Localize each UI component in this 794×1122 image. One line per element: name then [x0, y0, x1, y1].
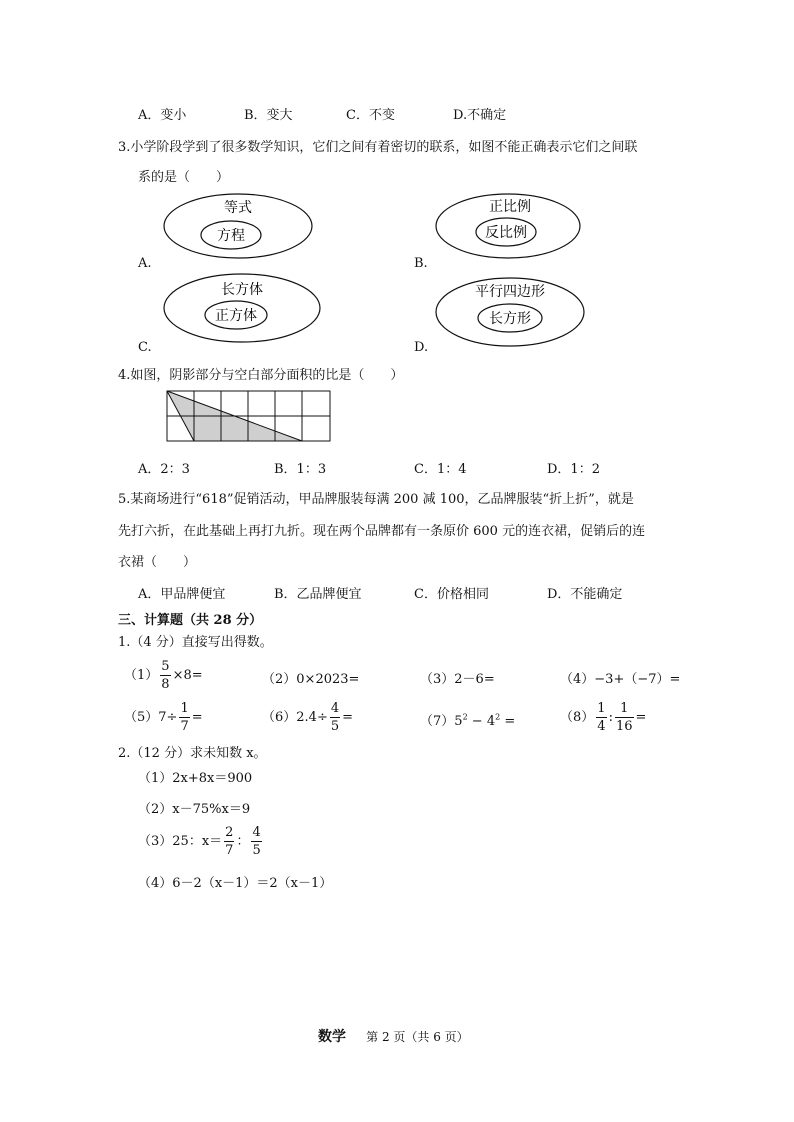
q4-stem: 4.如图，阴影部分与空白部分面积的比是（ ） — [118, 368, 404, 383]
diagram-d — [436, 278, 584, 346]
calc1-problem-4: （4）−3+（−7）= — [560, 672, 681, 687]
q5-stem-line3: 衣裙（ ） — [118, 555, 197, 570]
calc2-equation-2: （2）x－75%x＝9 — [138, 802, 251, 817]
page-footer — [318, 1026, 469, 1046]
q3-stem-line1: 3.小学阶段学到了很多数学知识，它们之间有着密切的联系，如图不能正确表示它们之间联 — [118, 140, 638, 155]
calc1-problem-1: （1） $\frac{5}{8}$ ×8= — [124, 659, 203, 692]
calc1-problem-6: （6）2.4÷ $\frac{4}{5}$ = — [262, 701, 354, 734]
calc2-equation-3: （3）25：x＝ $\frac{2}{7}$ ： $\frac{4}{5}$ — [138, 825, 261, 858]
q4-option-c: C．1：4 — [414, 462, 467, 477]
q2-option-d: D.不确定 — [453, 108, 507, 123]
diagram-b-outer-label: 正比例 — [489, 199, 531, 215]
q3-option-a-letter: A. — [138, 256, 152, 271]
q3-option-c-letter: C. — [138, 340, 152, 355]
calc1-problem-2: （2）0×2023= — [262, 672, 360, 687]
calc1-problem-8: （8） $\frac{1}{4}$ : $\frac{1}{16}$ = — [560, 701, 647, 734]
diagram-c-inner-label: 正方体 — [215, 308, 257, 324]
calc1-problem-3: （3）2－6= — [420, 672, 495, 687]
diagram-c — [164, 274, 320, 342]
diagram-d-outer-label: 平行四边形 — [475, 284, 545, 300]
calc1-header: 1.（4 分）直接写出得数。 — [118, 635, 273, 650]
q5-stem-line2: 先打六折，在此基础上再打九折。现在两个品牌都有一条原价 600 元的连衣裙，促销后的连 — [118, 524, 646, 539]
q4-option-a: A．2：3 — [138, 462, 190, 477]
q4-option-b: B．1：3 — [274, 462, 327, 477]
section3-title: 三、计算题（共 28 分） — [118, 613, 263, 628]
diagram-a-outer-label: 等式 — [224, 200, 252, 216]
calc1-problem-5: （5）7÷ $\frac{1}{7}$ = — [124, 701, 203, 734]
diagram-b-inner-label: 反比例 — [485, 225, 527, 241]
footer-subject: 数学 — [318, 1029, 346, 1045]
q4-option-d: D．1：2 — [547, 462, 600, 477]
diagram-c-outer-label: 长方体 — [221, 282, 263, 298]
q5-option-c: C．价格相同 — [414, 587, 489, 602]
calc2-equation-1: （1）2x+8x＝900 — [138, 771, 253, 786]
q2-option-a: A．变小 — [138, 108, 187, 123]
q5-option-d: D．不能确定 — [547, 587, 623, 602]
q3-diagrams — [130, 188, 590, 358]
diagram-a-inner-label: 方程 — [217, 228, 245, 244]
q3-stem-line2: 系的是（ ） — [138, 170, 230, 185]
diagram-b — [436, 194, 580, 258]
q2-option-b: B．变大 — [244, 108, 293, 123]
calc1-problem-7: $(7)5^2 - 4^2$ = — [420, 712, 516, 729]
q2-option-c: C．不变 — [346, 108, 395, 123]
q3-option-d-letter: D. — [414, 340, 429, 355]
diagram-a — [164, 194, 312, 258]
q4-grid-figure — [166, 390, 332, 442]
footer-page-number: 第 2 页（共 6 页） — [366, 1030, 469, 1044]
q3-option-b-letter: B. — [414, 256, 428, 271]
diagram-d-inner-label: 长方形 — [489, 311, 531, 327]
calc2-header: 2.（12 分）求未知数 x。 — [118, 746, 267, 761]
q5-option-b: B．乙品牌便宜 — [274, 587, 362, 602]
q5-option-a: A．甲品牌便宜 — [138, 587, 226, 602]
q5-stem-line1: 5.某商场进行“618”促销活动，甲品牌服装每满 200 减 100，乙品牌服装“折上折”，就是 — [118, 492, 634, 507]
calc2-equation-4: （4）6－2（x－1）＝2（x－1） — [138, 876, 333, 891]
